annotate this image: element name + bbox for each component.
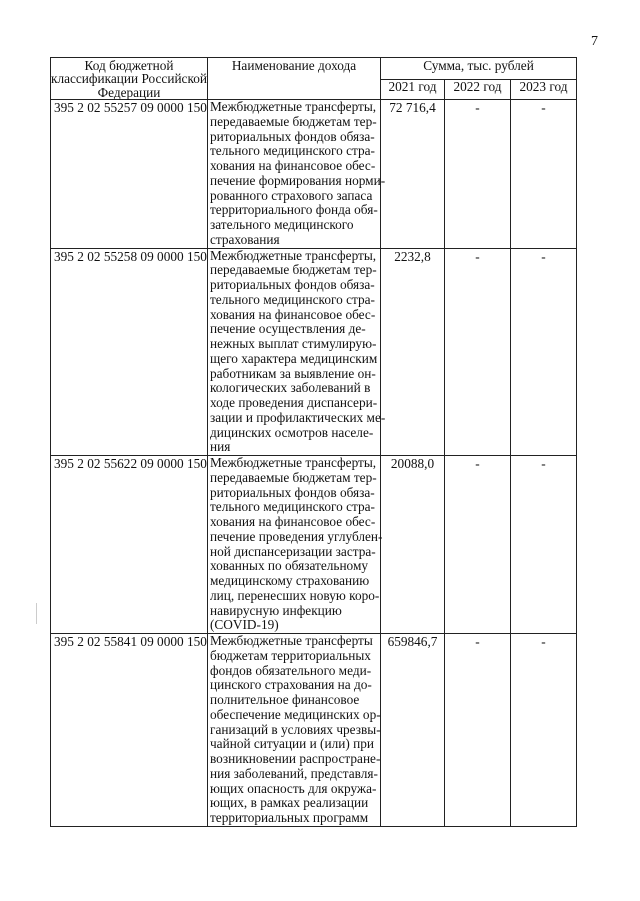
income-name-line: медицинскому страхованию: [210, 573, 370, 589]
income-name-line: хования на финансовое обес-: [210, 158, 376, 174]
header-code-line: классификации Российской: [51, 71, 208, 87]
income-name-cell: [208, 247, 386, 456]
income-name-line: печение проведения углублен-: [210, 528, 383, 544]
amount-2021-cell: 72 716,4: [381, 100, 445, 249]
income-name-line: передаваемые бюджетам тер-: [210, 469, 377, 485]
amount-2022-cell: -: [445, 100, 511, 249]
income-name-line: ходе проведения диспансери-: [210, 395, 378, 411]
income-name-line: работникам за выявление он-: [210, 365, 376, 381]
income-name-line: нежных выплат стимулирую-: [210, 336, 377, 352]
header-year-2023: 2023 год: [511, 80, 577, 100]
income-name-line: ющих опасность для окружа-: [210, 780, 377, 796]
header-row: [51, 58, 577, 80]
income-name-line: ющих, в рамках реализации: [210, 795, 369, 811]
income-name-line: щего характера медицинским: [210, 350, 378, 366]
income-name-cell: [208, 634, 381, 827]
income-name-line: хованных по обязательному: [210, 558, 369, 574]
income-name-line: Межбюджетные трансферты,: [210, 455, 377, 471]
header-code-line: Код бюджетной: [84, 58, 174, 73]
income-name-line: полнительное финансовое: [210, 692, 360, 708]
income-name-line: территориального фонда обя-: [210, 202, 378, 218]
income-name-line: чайной ситуации и (или) при: [210, 736, 374, 752]
header-code-line: Федерации: [97, 84, 161, 100]
header-code: [51, 58, 208, 100]
header-year-2021: 2021 год: [381, 80, 445, 100]
income-name-line: рованного страхового запаса: [210, 187, 373, 203]
amount-2022-cell: -: [445, 634, 511, 827]
amount-2023-cell: -: [511, 100, 577, 249]
budget-code-cell: 395 2 02 55622 09 0000 150: [51, 456, 208, 634]
header-name: Наименование дохода: [208, 58, 381, 100]
amount-2023-cell: -: [511, 634, 577, 827]
header-amount: Сумма, тыс. рублей: [381, 58, 577, 80]
income-name-line: Межбюджетные трансферты,: [210, 247, 377, 263]
header-year-2022: 2022 год: [445, 80, 511, 100]
margin-mark: [36, 603, 37, 624]
budget-code-cell: 395 2 02 55257 09 0000 150: [51, 100, 208, 249]
amount-2023-cell: -: [511, 248, 577, 456]
income-name-line: навирусную инфекцию: [210, 602, 342, 618]
budget-code-cell: 395 2 02 55258 09 0000 150: [51, 248, 208, 456]
income-name-line: лиц, перенесших новую коро-: [210, 587, 380, 603]
income-name-line: риториальных фондов обяза-: [210, 277, 375, 293]
income-name-line: зательного медицинского: [210, 217, 354, 233]
income-name-line: ной диспансеризации застра-: [210, 543, 376, 559]
income-name-line: тельного медицинского стра-: [210, 291, 375, 307]
income-name-line: зации и профилактических ме-: [210, 409, 386, 425]
income-name-line: цинского страхования на до-: [210, 677, 372, 693]
amount-2022-cell: -: [445, 456, 511, 634]
income-name-line: дицинских осмотров населе-: [210, 424, 374, 440]
income-name-line: Межбюджетные трансферты: [210, 633, 373, 649]
income-name-line: (COVID-19): [210, 617, 279, 633]
amount-2021-cell: 2232,8: [381, 248, 445, 456]
income-name-line: тельного медицинского стра-: [210, 143, 375, 159]
income-name-line: тельного медицинского стра-: [210, 499, 375, 515]
amount-2023-cell: -: [511, 456, 577, 634]
table-row: [51, 456, 577, 634]
amount-2022-cell: -: [445, 248, 511, 456]
income-name-line: передаваемые бюджетам тер-: [210, 113, 377, 129]
income-name-line: страхования: [210, 231, 280, 247]
table-row: [51, 100, 577, 249]
income-name-line: печение формирования норми-: [210, 172, 386, 188]
income-name-line: обеспечение медицинских ор-: [210, 706, 381, 722]
amount-2021-cell: 20088,0: [381, 456, 445, 634]
income-name-line: печение осуществления де-: [210, 321, 366, 337]
income-name-cell: [208, 99, 386, 249]
budget-code-cell: 395 2 02 55841 09 0000 150: [51, 634, 208, 827]
income-name-line: Межбюджетные трансферты,: [210, 99, 377, 115]
table-row: [51, 248, 577, 456]
income-name-line: передаваемые бюджетам тер-: [210, 262, 377, 278]
income-name-line: бюджетам территориальных: [210, 647, 371, 663]
income-name-line: ния заболеваний, представля-: [210, 765, 378, 781]
income-name-line: территориальных программ: [210, 810, 369, 826]
income-name-line: кологических заболеваний в: [210, 380, 371, 396]
income-name-cell: [208, 456, 381, 634]
income-name-line: хования на финансовое обес-: [210, 514, 376, 530]
page-number: 7: [591, 34, 598, 49]
table-row: [51, 634, 577, 827]
budget-table: [50, 57, 577, 827]
income-name-line: хования на финансовое обес-: [210, 306, 376, 322]
income-name-line: фондов обязательного меди-: [210, 662, 372, 678]
income-name-line: ния: [210, 439, 231, 455]
income-name-line: возникновении распростране-: [210, 751, 381, 767]
income-name-line: риториальных фондов обяза-: [210, 128, 375, 144]
income-name-line: риториальных фондов обяза-: [210, 484, 375, 500]
amount-2021-cell: 659846,7: [381, 634, 445, 827]
income-name-line: ганизаций в условиях чрезвы-: [210, 721, 381, 737]
